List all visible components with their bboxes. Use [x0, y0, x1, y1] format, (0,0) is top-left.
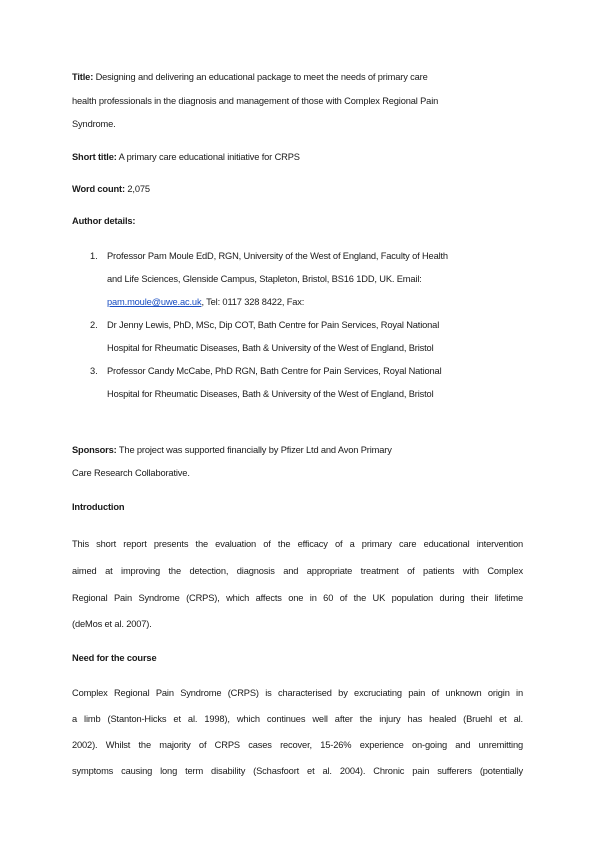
author-2-line-2: Hospital for Rheumatic Diseases, Bath & University of the West of England, Bristol [107, 343, 434, 353]
author-1-line-3 [107, 296, 304, 308]
author-2-number: 2. [90, 320, 98, 330]
sponsors-label: Sponsors: [72, 445, 117, 455]
introduction-line-1: This short report presents the evaluation of the efficacy of a primary care educational intervention [72, 539, 523, 549]
title-text-1: Designing and delivering an educational package to meet the needs of primary care [95, 72, 428, 82]
title-line-1 [72, 71, 428, 83]
author-details-heading: Author details: [72, 216, 136, 226]
short-title-value: A primary care educational initiative for CRPS [118, 152, 300, 162]
author-1-contact: , Tel: 0117 328 8422, Fax: [201, 297, 305, 307]
introduction-line-3: Regional Pain Syndrome (CRPS), which affects one in 60 of the UK population during their lifetime [72, 593, 523, 603]
author-2-line-1: Dr Jenny Lewis, PhD, MSc, Dip COT, Bath Centre for Pain Services, Royal National [107, 320, 440, 330]
sponsors-line-1 [72, 444, 392, 456]
introduction-line-4: (deMos et al. 2007). [72, 619, 152, 629]
author-3-line-2: Hospital for Rheumatic Diseases, Bath & University of the West of England, Bristol [107, 389, 434, 399]
word-count-label: Word count: [72, 184, 125, 194]
author-3-line-1: Professor Candy McCabe, PhD RGN, Bath Centre for Pain Services, Royal National [107, 366, 442, 376]
author-1-line-1: Professor Pam Moule EdD, RGN, University of the West of England, Faculty of Health [107, 251, 448, 261]
word-count-value: 2,075 [127, 184, 150, 194]
introduction-line-2: aimed at improving the detection, diagnosis and appropriate treatment of patients with Complex [72, 566, 523, 576]
short-title [72, 151, 300, 163]
author-3-number: 3. [90, 366, 98, 376]
author-1-email-link[interactable]: pam.moule@uwe.ac.uk [107, 297, 202, 307]
need-line-1: Complex Regional Pain Syndrome (CRPS) is characterised by excruciating pain of unknown origin in [72, 688, 523, 698]
short-title-label: Short title: [72, 152, 117, 162]
sponsors-line-2: Care Research Collaborative. [72, 468, 190, 478]
need-line-4: symptoms causing long term disability (Schasfoort et al. 2004). Chronic pain sufferers (potentially [72, 766, 523, 776]
need-heading: Need for the course [72, 653, 157, 663]
title-label: Title: [72, 72, 94, 82]
title-line-2: health professionals in the diagnosis and management of those with Complex Regional Pain [72, 96, 439, 106]
author-1-number: 1. [90, 251, 98, 261]
word-count [72, 183, 150, 195]
need-line-3: 2002). Whilst the majority of CRPS cases recover, 15-26% experience on-going and unremitting [72, 740, 523, 750]
need-line-2: a limb (Stanton-Hicks et al. 1998), which continues well after the injury has healed (Bruehl et al. [72, 714, 523, 724]
author-1-line-2: and Life Sciences, Glenside Campus, Stapleton, Bristol, BS16 1DD, UK. Email: [107, 274, 422, 284]
sponsors-text-1: The project was supported financially by Pfizer Ltd and Avon Primary [118, 445, 392, 455]
title-line-3: Syndrome. [72, 119, 116, 129]
introduction-heading: Introduction [72, 502, 125, 512]
